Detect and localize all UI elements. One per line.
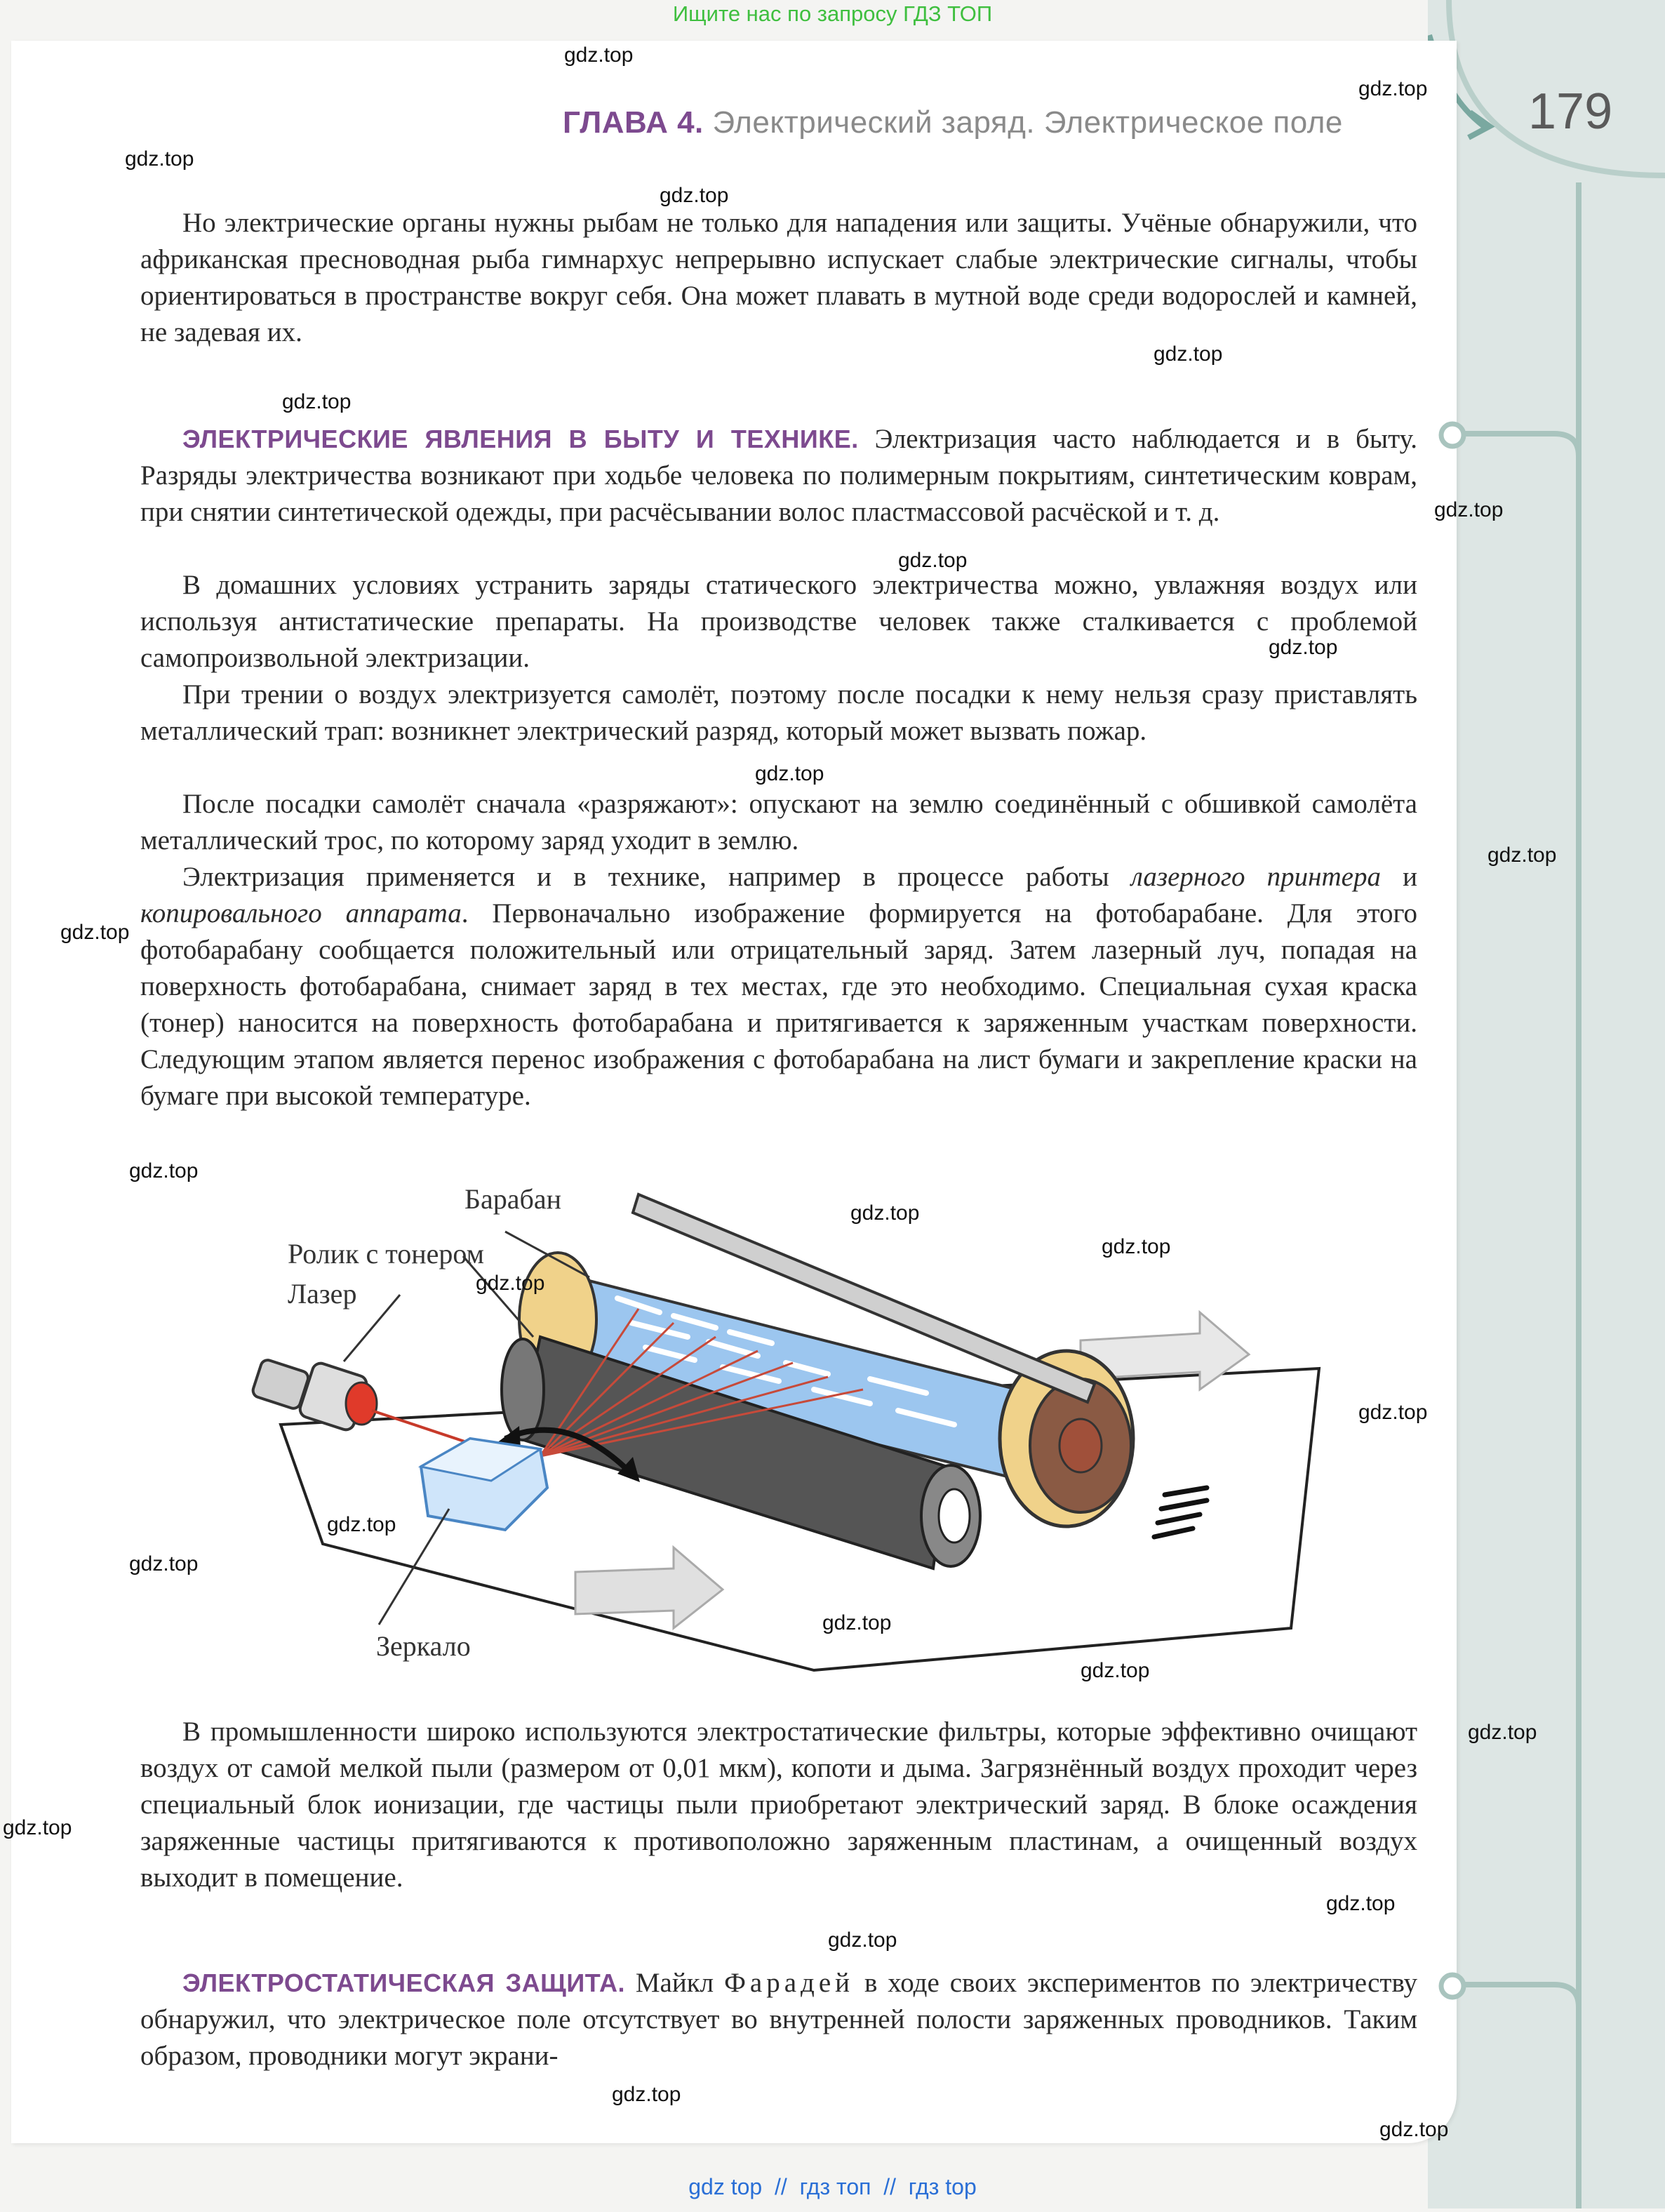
watermark: gdz.top bbox=[1154, 342, 1223, 366]
page-number: 179 bbox=[1528, 84, 1613, 140]
label-mirror: Зеркало bbox=[376, 1630, 471, 1662]
paragraph-fish: Но электрические органы нужны рыбам не только для нападения или защиты. Учёные обнаружили, что африканская пресноводная рыба гимнархус непрерывно испускает слабые электрические сигналы, чтобы ориентироваться в пространстве вокруг себя. Она может плавать в мутной воде среди водорослей и камней, не задевая их. bbox=[140, 208, 1417, 347]
watermark: gdz.top bbox=[476, 1272, 545, 1295]
watermark: gdz.top bbox=[1358, 1401, 1428, 1424]
watermark: gdz.top bbox=[1468, 1721, 1537, 1744]
section-marker-icon bbox=[1437, 420, 1468, 451]
watermark: gdz.top bbox=[327, 1513, 396, 1536]
paragraph-everyday-electricity: ЭЛЕКТРИЧЕСКИЕ ЯВЛЕНИЯ В БЫТУ И ТЕХНИКЕ. Электризация часто наблюдается и в быту. Разряды электричества возникают при ходьбе человека по полимерным покрытиям, синтетическим коврам, при снятии синтетической одежды, при расчёсывании волос пластмассовой расчёской и т. д. bbox=[140, 424, 1417, 527]
watermark: gdz.top bbox=[612, 2083, 681, 2106]
paragraph-home: В домашних условиях устранить заряды статического электричества можно, увлажняя воздух или используя антистатические препараты. На производстве человек также сталкивается с проблемой самопроизвольной электризации. bbox=[140, 570, 1417, 673]
section-heading: ЭЛЕКТРИЧЕСКИЕ ЯВЛЕНИЯ В БЫТУ И ТЕХНИКЕ. bbox=[182, 425, 859, 453]
watermark: gdz.top bbox=[850, 1201, 920, 1225]
paragraph-electrostatic-protection: ЭЛЕКТРОСТАТИЧЕСКАЯ ЗАЩИТА. Майкл Фарадей в ходе своих экспериментов по электричеству обнаружил, что электрическое поле отсутствует во внутренней полости заряженных проводников. Таким образом, проводники могут экрани- bbox=[140, 1968, 1418, 2071]
watermark: gdz.top bbox=[129, 1159, 199, 1182]
watermark: gdz.top bbox=[129, 1552, 199, 1575]
laser-icon bbox=[251, 1359, 377, 1432]
watermark: gdz.top bbox=[1081, 1659, 1150, 1682]
watermark: gdz.top bbox=[898, 549, 968, 572]
watermark: gdz.top bbox=[282, 390, 352, 413]
watermark: gdz.top bbox=[3, 1816, 72, 1839]
label-toner-roller: Ролик с тонером bbox=[288, 1238, 484, 1270]
chapter-label: ГЛАВА 4. bbox=[563, 105, 704, 140]
paragraph-printer: Электризация применяется и в технике, например в процессе работы лазерного принтера и копировального аппарата. Первоначально изображение формируется на фотобарабане. Для этого фотобарабану сообщается положительный или отрицательный заряд. Затем лазерный луч, попадая на поверхность фотобарабана, снимает заряд в тех местах, где это необходимо. Специальная сухая краска (тонер) наносится на поверхность фотобарабана и притягивается к заряженным участкам поверхности. Следующим этапом является перенос изображения с фотобарабана на лист бумаги и закрепление краски на бумаге при высокой температуре. bbox=[140, 862, 1417, 1111]
chapter-header bbox=[563, 105, 1343, 140]
watermark: gdz.top bbox=[1379, 2118, 1449, 2141]
watermark: gdz.top bbox=[1326, 1892, 1396, 1915]
paragraph-airplane: При трении о воздух электризуется самолёт, поэтому после посадки к нему нельзя сразу приставлять металлический трап: возникнет электрический разряд, который может вызвать пожар. bbox=[140, 679, 1417, 746]
label-laser: Лазер bbox=[288, 1278, 357, 1310]
watermark: gdz.top bbox=[1358, 77, 1428, 100]
watermark: gdz.top bbox=[755, 762, 824, 785]
paragraph-filters: В промышленности широко используются электростатические фильтры, которые эффективно очищают воздух от самой мелкой пыли (размером от 0,01 мкм), копоти и дыма. Загрязнённый воздух проходит через специальный блок ионизации, где частицы пыли приобретают электрический заряд. В блоке осаждения заряженные частицы притягиваются к противоположно заряженным пластинам, а очищенный воздух выходит в помещение. bbox=[140, 1717, 1417, 1893]
side-band-ornament bbox=[1428, 0, 1665, 2208]
watermark: gdz.top bbox=[60, 921, 130, 944]
footer-links[interactable]: gdz top // гдз топ // гдз top bbox=[688, 2174, 977, 2199]
watermark: gdz.top bbox=[1269, 636, 1338, 659]
section-marker-icon bbox=[1437, 1971, 1468, 2001]
watermark: gdz.top bbox=[564, 44, 634, 67]
watermark: gdz.top bbox=[660, 184, 729, 207]
watermark: gdz.top bbox=[1434, 498, 1504, 521]
watermark: gdz.top bbox=[822, 1611, 892, 1634]
search-banner[interactable]: Ищите нас по запросу ГДЗ ТОП bbox=[672, 1, 993, 26]
watermark: gdz.top bbox=[125, 147, 194, 171]
label-drum: Барабан bbox=[464, 1183, 561, 1215]
watermark: gdz.top bbox=[828, 1928, 897, 1952]
paragraph-airplane-discharge: После посадки самолёт сначала «разряжают»: опускают на землю соединённый с обшивкой самолёта металлический трос, по которому заряд уходит в землю. bbox=[140, 789, 1417, 855]
section-heading: ЭЛЕКТРОСТАТИЧЕСКАЯ ЗАЩИТА. bbox=[182, 1968, 625, 1997]
chapter-title: Электрический заряд. Электрическое поле bbox=[712, 105, 1343, 140]
watermark: gdz.top bbox=[1487, 844, 1557, 867]
watermark: gdz.top bbox=[1102, 1235, 1171, 1258]
decorative-side-band bbox=[1428, 0, 1665, 2208]
